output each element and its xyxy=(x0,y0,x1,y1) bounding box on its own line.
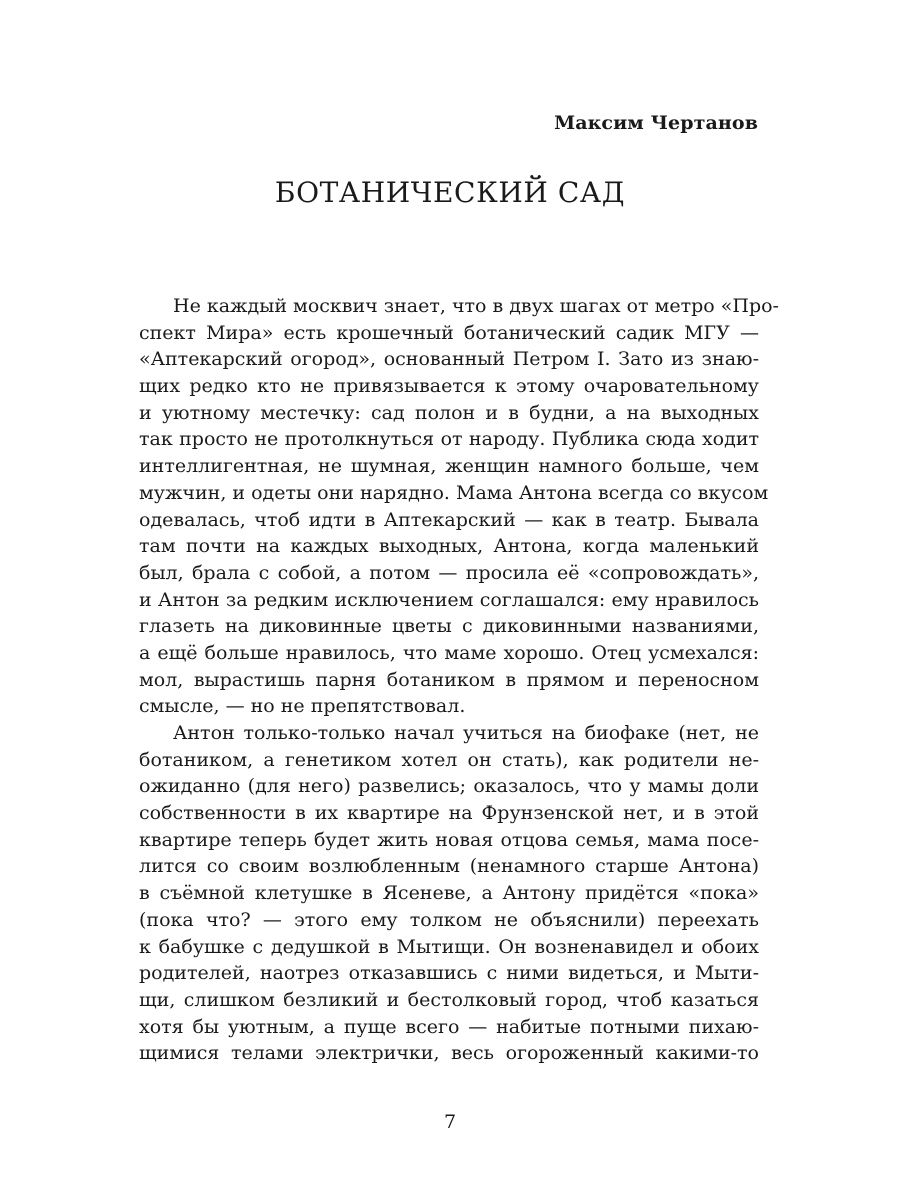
author-name: Максим Чертанов xyxy=(554,112,758,134)
text-line: Антон только-только начал учиться на биофаке (нет, не xyxy=(173,722,759,744)
text-line: ботаником, а генетиком хотел он стать), как родители не- xyxy=(139,748,759,771)
text-line: квартире теперь будет жить новая отцова семья, мама посе- xyxy=(139,828,759,851)
text-line: (пока что? — этого ему толком не объяснили) переехать xyxy=(139,908,759,931)
text-line: щих редко кто не привязывается к этому очаровательному xyxy=(139,375,759,398)
text-line: глазеть на диковинные цветы с диковинными названиями, xyxy=(139,615,759,638)
text-line: «Аптекарский огород», основанный Петром I. Зато из знаю- xyxy=(139,348,759,371)
text-line: мол, вырастишь парня ботаником в прямом и переносном xyxy=(139,668,759,691)
text-line: смысле, — но не препятствовал. xyxy=(139,695,466,718)
text-line: и Антон за редким исключением соглашался: ему нравилось xyxy=(139,588,759,611)
body-text xyxy=(139,293,779,1067)
chapter-title: БОТАНИЧЕСКИЙ САД xyxy=(274,176,626,209)
text-line: лится со своим возлюбленным (ненамного старше Антона) xyxy=(139,855,759,878)
text-line: так просто не протолкнуться от народу. Публика сюда ходит xyxy=(139,428,759,451)
page-number: 7 xyxy=(443,1111,457,1133)
text-line: щимися телами электрички, весь огороженный какими-то xyxy=(139,1042,759,1065)
text-line: ожиданно (для него) развелись; оказалось, что у мамы доли xyxy=(139,775,759,798)
text-line: щи, слишком безликий и бестолковый город, чтоб казаться xyxy=(139,988,759,1011)
text-line: одевалась, чтоб идти в Аптекарский — как в театр. Бывала xyxy=(139,508,759,531)
text-line: там почти на каждых выходных, Антона, когда маленький xyxy=(139,535,759,558)
text-line: а ещё больше нравилось, что маме хорошо. Отец усмехался: xyxy=(139,641,759,664)
text-line: Не каждый москвич знает, что в двух шагах от метро «Про- xyxy=(173,295,779,317)
text-line: к бабушке с дедушкой в Мытищи. Он возненавидел и обоих xyxy=(139,935,759,958)
text-line: интеллигентная, не шумная, женщин намного больше, чем xyxy=(139,455,759,478)
text-line: в съёмной клетушке в Ясеневе, а Антону придётся «пока» xyxy=(139,882,759,905)
text-line: собственности в их квартире на Фрунзенской нет, и в этой xyxy=(139,802,759,825)
text-line: хотя бы уютным, а пуще всего — набитые потными пихаю- xyxy=(139,1015,759,1038)
text-line: спект Мира» есть крошечный ботанический садик МГУ — xyxy=(139,321,759,344)
text-line: родителей, наотрез отказавшись с ними видеться, и Мыти- xyxy=(139,962,759,985)
text-line: и уютному местечку: сад полон и в будни, а на выходных xyxy=(139,401,759,424)
text-line: был, брала с собой, а потом — просила её «сопровождать», xyxy=(139,561,759,584)
text-line: мужчин, и одеты они нарядно. Мама Антона всегда со вкусом xyxy=(139,481,769,504)
